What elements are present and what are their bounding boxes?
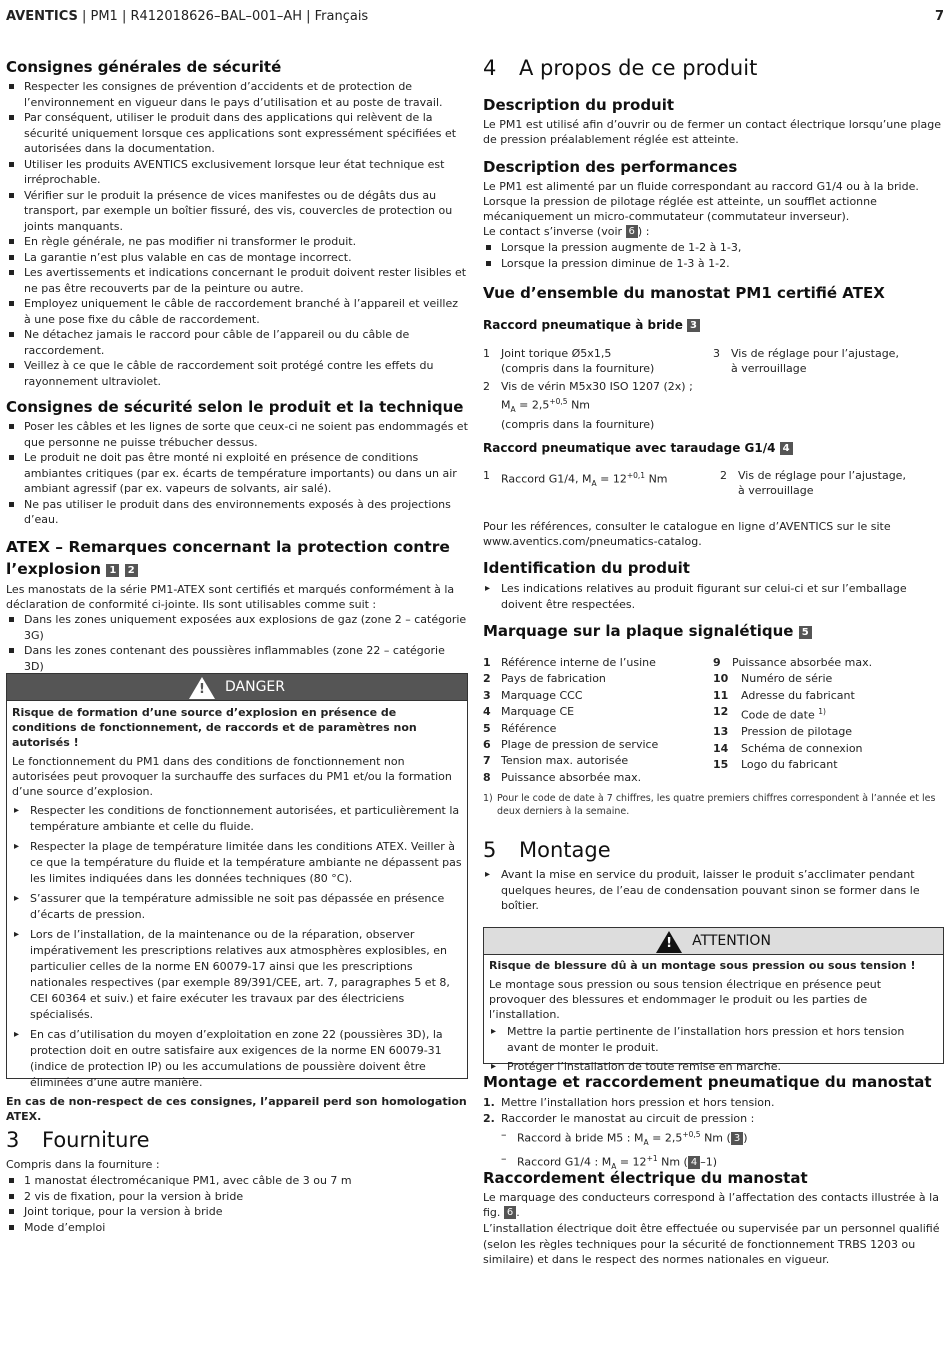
list-item: Joint torique, pour la version à bride — [6, 1204, 468, 1220]
list-item: En règle générale, ne pas modifier ni transformer le produit. — [6, 234, 468, 250]
chapter-title: 3 Fourniture — [6, 1128, 150, 1152]
list-item: 11 Adresse du fabricant — [713, 688, 855, 702]
flange-items-left — [483, 346, 703, 432]
warning-triangle-icon: ! — [189, 677, 215, 697]
warning-triangle-icon: ! — [656, 931, 682, 951]
marking-items-left — [483, 655, 703, 786]
electrical-text-2: L’installation électrique doit être effectuée ou supervisée par un personnel qualifié (selon les règles techniques pour la sécurité de fonctionnement TRBS 1203 ou similaire) et dans le respect des normes nationales en vigueur. — [483, 1222, 940, 1266]
caution-list — [489, 1024, 939, 1075]
danger-text: Le fonctionnement du PM1 dans des conditions de fonctionnement non autorisées peut provoquer la surchauffe des surfaces du PM1 et/ou la formation d’une source d’explosion. — [12, 755, 452, 798]
caution-label: ATTENTION — [692, 933, 771, 949]
list-item: Par conséquent, utiliser le produit dans des applications qui relèvent de la sécurité uniquement lorsque ces applications sont expressément spécifiées et autorisées dans la documentation. — [6, 110, 468, 157]
list-item: 3 Marquage CCC — [483, 688, 583, 702]
list-item: ▸ Les indications relatives au produit figurant sur celui-ci et sur l’emballage doivent être respectées. — [483, 581, 944, 612]
chapter-title: 5 Montage — [483, 838, 611, 862]
figure-ref: 1 — [106, 564, 119, 577]
list-item: 13 Pression de pilotage — [713, 725, 853, 739]
danger-heading: Risque de formation d’une source d’explosion en présence de conditions de fonctionnement, de raccords et de paramètres non autorisés ! — [12, 706, 417, 749]
list-item: Dans les zones contenant des poussières inflammables (zone 22 – catégorie 3D) — [6, 643, 468, 674]
list-item: ▸ Mettre la partie pertinente de l’installation hors pression et hors tension avant de monter le produit. — [489, 1024, 939, 1056]
section-title: Description des performances — [483, 158, 738, 176]
figure-ref: 4 — [688, 1156, 700, 1169]
atex-list — [6, 612, 468, 674]
list-item: Vérifier sur le produit la présence de vices manifestes ou de dégâts dus au transport, par exemple un boîtier fissuré, des vis, couvercles de protection ou joints manquants. — [6, 188, 468, 235]
danger-list — [12, 803, 463, 1091]
section-title: ATEX – Remarques concernant la protection contre l’explosion 1 2 — [6, 538, 450, 578]
list-item: 8 Puissance absorbée max. — [483, 770, 642, 784]
figure-ref: 6 — [626, 225, 638, 238]
figure-ref: 6 — [504, 1206, 516, 1219]
list-item: 1 Référence interne de l’usine — [483, 656, 656, 669]
list-item: Dans les zones uniquement exposées aux explosions de gaz (zone 2 – catégorie 3G) — [6, 612, 468, 643]
list-item: ▸ Protéger l’installation de toute remise en marche. — [489, 1059, 939, 1075]
performance-list — [483, 240, 944, 271]
contact-text: Le contact s’inverse (voir 6 ) : — [483, 225, 650, 238]
figure-ref: 3 — [687, 319, 700, 332]
figure-ref: 3 — [731, 1132, 743, 1145]
list-item: Mode d’emploi — [6, 1220, 468, 1236]
pneumatic-section — [483, 1073, 944, 1175]
list-item: 1 Joint torique Ø5x1,5 (compris dans la fourniture) — [483, 347, 655, 375]
section-title: Consignes de sécurité selon le produit et la technique — [6, 398, 464, 416]
description-section — [483, 96, 944, 147]
supply-section — [6, 1128, 468, 1235]
danger-label: DANGER — [224, 679, 285, 695]
list-item: Poser les câbles et les lignes de sorte que ceux-ci ne soient pas endommagés et que personne ne puisse trébucher dessus. — [6, 419, 468, 450]
caution-header — [484, 928, 943, 955]
list-item: ▸ Lors de l’installation, de la maintenance ou de la réparation, observer impérativement les prescriptions relatives aux atmosphères explosibles, en particulier celles de la norme EN 60079-17 ainsi que les prescriptions nationales respectives (par exemple 89/391/CEE, art. 7, paragraphes 5 et 8, CEI 60364 et suiv.) et faire exécuter les travaux par des électriciens spécialisés. — [12, 927, 463, 1023]
product-safety-section — [6, 398, 468, 528]
thread-section — [483, 441, 944, 455]
list-item: Ne détachez jamais le raccord pour câble de l’appareil ou du câble de raccordement. — [6, 327, 468, 358]
list-item: ▸ S’assurer que la température admissible ne soit pas dépassée en présence d’écarts de pression. — [12, 891, 463, 923]
general-safety-section — [6, 58, 468, 389]
list-item: 3 Vis de réglage pour l’ajustage, à verrouillage — [713, 347, 899, 375]
electrical-section — [483, 1169, 944, 1268]
list-item: 2 vis de fixation, pour la version à bride — [6, 1189, 468, 1205]
caution-heading: Risque de blessure dû à un montage sous pression ou sous tension ! — [489, 959, 916, 972]
danger-header — [7, 674, 467, 701]
marking-items-right — [713, 655, 944, 774]
list-item: Lorsque la pression augmente de 1-2 à 1-3, — [483, 240, 944, 256]
list-item: 15 Logo du fabricant — [713, 758, 838, 772]
right-column — [483, 0, 944, 1266]
section-title: Description du produit — [483, 96, 675, 114]
list-item: 12 Code de date $^{1)}$ — [713, 705, 826, 722]
list-item: 2. Raccorder le manostat au circuit de pression : — [483, 1112, 755, 1125]
list-item: ▸ En cas d’utilisation du moyen d’exploitation en zone 22 (poussières 3D), la protection doit en outre satisfaire aux exigences de la norme EN 60079-31 (indice de protection IP) ou les accumulations de poussière doivent être éliminées d’une autre manière. — [12, 1027, 463, 1091]
catalog-reference: Pour les références, consulter le catalogue en ligne d’AVENTICS sur le site www.aventics.com/pneumatics-catalog. — [483, 520, 891, 548]
list-item: 10 Numéro de série — [713, 672, 833, 686]
list-item: Veillez à ce que le câble de raccordement soit protégé contre les effets du rayonnement ultraviolet. — [6, 358, 468, 389]
flange-items-right — [713, 346, 943, 376]
identification-list — [483, 581, 944, 612]
description-text: Le PM1 est utilisé afin d’ouvrir ou de fermer un contact électrique lorsqu’une plage de pression préalablement réglée est atteinte. — [483, 118, 941, 146]
atex-note: En cas de non-respect de ces consignes, l’appareil perd son homologation ATEX. — [6, 1095, 467, 1123]
product-safety-list — [6, 419, 468, 528]
mount-section — [483, 838, 944, 914]
list-item: 9 Puissance absorbée max. — [713, 656, 873, 669]
thread-items-right — [720, 468, 944, 498]
general-safety-list — [6, 79, 468, 389]
list-item: 14 Schéma de connexion — [713, 741, 863, 755]
figure-ref: 4 — [780, 442, 793, 455]
list-item: 1. Mettre l’installation hors pression et hors tension. — [483, 1096, 775, 1109]
section-title: Montage et raccordement pneumatique du manostat — [483, 1073, 932, 1091]
list-item: Employez uniquement le câble de raccordement branché à l’appareil et veillez à une pose fixe du câble de raccordement. — [6, 296, 468, 327]
list-item: 2 Pays de fabrication — [483, 672, 606, 686]
danger-box — [6, 673, 468, 1089]
section-title: Vue d’ensemble du manostat PM1 certifié ATEX — [483, 284, 885, 302]
performance-text: Le PM1 est alimenté par un fluide correspondant au raccord G1/4 ou à la bride. Lorsque la pression de pilotage réglée est atteinte, un soufflet actionne mécaniquement un micro-commutateur (commutateur inverseur). — [483, 180, 919, 223]
subsection-title: Raccord pneumatique à bride 3 — [483, 318, 944, 332]
list-item: 6 Plage de pression de service — [483, 738, 659, 752]
flange-section — [483, 318, 944, 332]
list-item: 2 Vis de vérin M5x30 ISO 1207 (2x) ; $M_A = 2,5^{+0,5}$ Nm (compris dans la fourniture) — [483, 380, 693, 431]
figure-ref: 5 — [799, 626, 812, 639]
list-item: Le produit ne doit pas être monté ni exploité en présence de conditions ambiantes critiques (par ex. écarts de température importants) ou dans un air ambiant agressif (par ex. vapeurs de solvants, air salé). — [6, 450, 468, 497]
performance-section — [483, 158, 944, 271]
thread-items-left — [483, 468, 713, 491]
list-item: Respecter les consignes de prévention d’accidents et de protection de l’environnement en vigueur dans le pays d’utilisation et au poste de travail. — [6, 79, 468, 110]
supply-intro: Compris dans la fourniture : — [6, 1158, 160, 1171]
list-item: 7 Tension max. autorisée — [483, 754, 629, 768]
marking-section — [483, 622, 944, 640]
supply-list — [6, 1173, 468, 1235]
list-item: – Raccord G1/4 : $M_A = 12^{+1}$ Nm ( 4 –1) — [483, 1151, 944, 1175]
caution-text: Le montage sous pression ou sous tension électrique en présence peut provoquer des blessures et endommager le produit ou les parties de l’installation. — [489, 978, 882, 1021]
list-item: ▸ Respecter les conditions de fonctionnement autorisées, et particulièrement la température ambiante et celle du fluide. — [12, 803, 463, 835]
mount-list — [483, 867, 944, 914]
list-item: 1 manostat électromécanique PM1, avec câble de 3 ou 7 m — [6, 1173, 468, 1189]
list-item: 5 Référence — [483, 721, 557, 735]
list-item: ▸ Respecter la plage de température limitée dans les conditions ATEX. Veiller à ce que la température du fluide et la température ambiante ne dépassent pas les limites indiquées dans les données techniques (80 °C). — [12, 839, 463, 887]
atex-section — [6, 536, 468, 674]
identification-section — [483, 559, 944, 612]
chapter-title: 4 A propos de ce produit — [483, 56, 758, 80]
list-item: Lorsque la pression diminue de 1-3 à 1-2. — [483, 256, 944, 272]
list-item: 1 Raccord G1/4, $M_A = 12^{+0,1}$ Nm — [483, 469, 668, 488]
subsection-title: Raccord pneumatique avec taraudage G1/4 4 — [483, 441, 944, 455]
section-title: Marquage sur la plaque signalétique 5 — [483, 622, 944, 640]
list-item: 4 Marquage CE — [483, 705, 575, 719]
list-item: Utiliser les produits AVENTICS exclusivement lorsque leur état technique est irréprochable. — [6, 157, 468, 188]
list-item: – Raccord à bride M5 : $M_A = 2,5^{+0,5}$ Nm ( 3 ) — [483, 1127, 944, 1151]
atex-intro: Les manostats de la série PM1-ATEX sont certifiés et marqués conformément à la déclaration de conformité ci-jointe. Ils sont utilisables comme suit : — [6, 583, 455, 611]
caution-box — [483, 927, 944, 1073]
doc-info: | PM1 | R412018626–BAL–001–AH | Français — [77, 9, 369, 24]
pneumatic-steps — [483, 1095, 944, 1127]
list-item: ▸ Avant la mise en service du produit, laisser le produit s’acclimater pendant quelques heures, de l’eau de condensation pouvant sinon se former dans le boîtier. — [483, 867, 944, 914]
electrical-text-1: Le marquage des conducteurs correspond à l’affectation des contacts illustrée à la fig. 6 . — [483, 1191, 939, 1219]
list-item: 2 Vis de réglage pour l’ajustage, à verrouillage — [720, 469, 906, 497]
list-item: Ne pas utiliser le produit dans des environnements exposés à des projections d’eau. — [6, 497, 468, 528]
figure-ref: 2 — [125, 564, 138, 577]
list-item: La garantie n’est plus valable en cas de montage incorrect. — [6, 250, 468, 266]
list-item: Les avertissements et indications concernant le produit doivent rester lisibles et ne pas être recouverts par de la peinture ou autre. — [6, 265, 468, 296]
footnote: 1) Pour le code de date à 7 chiffres, les quatre premiers chiffres correspondent à l’année et les deux derniers à la semaine. — [483, 793, 936, 817]
pneumatic-substeps — [483, 1127, 944, 1175]
page-number: 7 — [934, 9, 944, 24]
section-title: Raccordement électrique du manostat — [483, 1169, 808, 1187]
brand-name: AVENTICS — [6, 9, 78, 24]
section-title: Identification du produit — [483, 559, 690, 577]
section-title: Consignes générales de sécurité — [6, 58, 282, 76]
